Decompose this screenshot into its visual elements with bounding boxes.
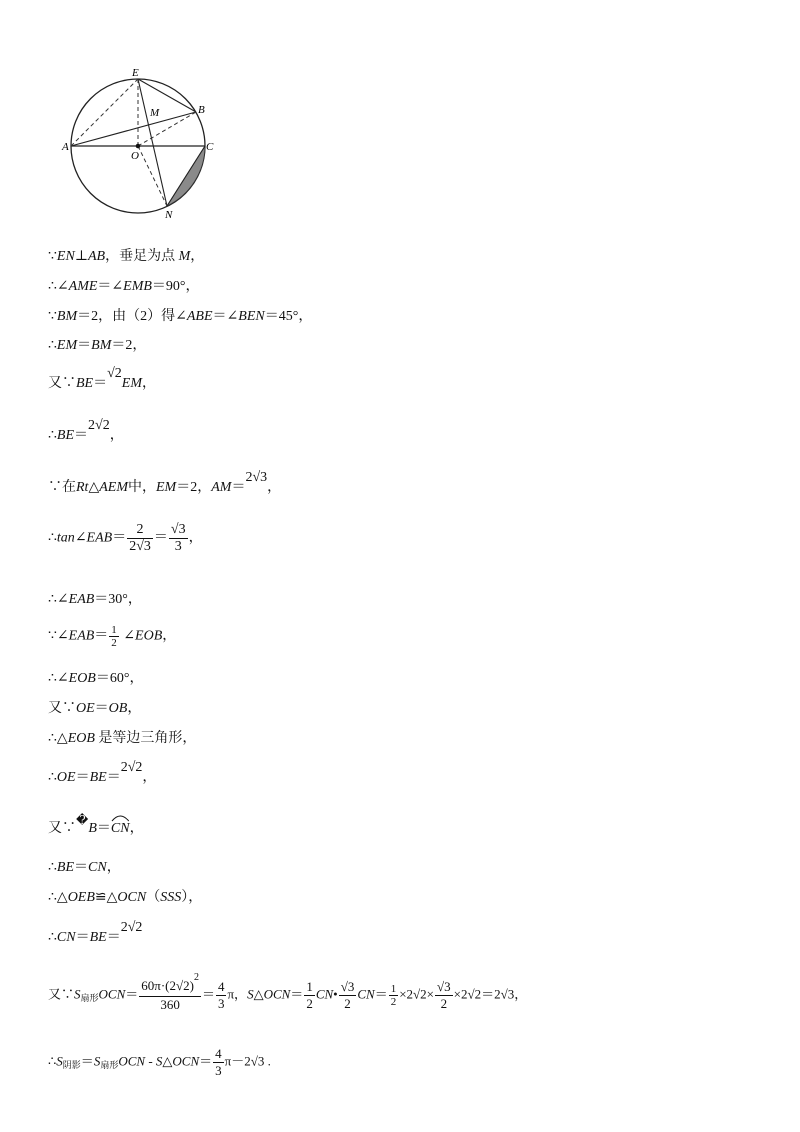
solution-line-9 — [48, 592, 142, 608]
text: π， — [227, 986, 248, 1002]
exponent: 2 — [193, 972, 199, 983]
math-var: S — [155, 1053, 163, 1069]
denominator: 2 — [344, 996, 351, 1011]
text: ＝30°， — [94, 592, 142, 607]
text: ＝90°， — [151, 279, 200, 294]
math-var: OB — [108, 701, 128, 716]
solution-line-17 — [48, 890, 202, 906]
solution-line-18 — [48, 920, 143, 946]
math-var: EMB — [123, 279, 152, 294]
text: ＝ — [74, 860, 89, 875]
text: ＝ — [125, 986, 139, 1002]
text: ＝2， — [111, 338, 147, 353]
text: ×2√2＝ — [453, 986, 495, 1002]
math-var: EOB — [135, 628, 163, 644]
text: ＝ — [94, 701, 109, 716]
fraction — [435, 979, 453, 1012]
text: ＝ — [290, 986, 304, 1002]
numerator: 2 — [127, 522, 153, 539]
text: ＝ — [93, 376, 108, 391]
because-symbol: ∵ — [48, 249, 57, 264]
text: ， — [514, 986, 528, 1002]
arc-cn — [111, 821, 130, 837]
text: ＝∠ — [212, 309, 239, 324]
numerator — [139, 972, 201, 997]
math-func: tan — [56, 530, 75, 546]
chord-ab — [71, 112, 196, 146]
solution-line-13 — [48, 731, 196, 747]
numerator: √3 — [340, 979, 355, 994]
label-m: M — [150, 107, 160, 119]
math-var: S — [247, 986, 254, 1002]
text: ＝ — [374, 986, 388, 1002]
math-var: EAB — [68, 628, 95, 644]
text: （ — [146, 890, 161, 905]
math-var: CN — [88, 860, 107, 875]
text: ∴ — [48, 338, 57, 353]
text: 又∵ — [48, 376, 76, 391]
text: - — [145, 1053, 156, 1069]
text: 中， — [128, 480, 156, 495]
denominator: 3 — [217, 996, 225, 1011]
math-var: EAB — [86, 530, 113, 546]
text: ， — [127, 701, 142, 716]
math-var: OCN — [118, 1053, 146, 1069]
denominator: 2 — [111, 637, 117, 649]
text: ＝ — [199, 1053, 213, 1069]
denominator: 3 — [174, 539, 182, 554]
subscript: 扇形 — [100, 1060, 119, 1071]
text: ∴ — [48, 770, 57, 785]
fraction — [339, 979, 357, 1012]
text: ∴∠ — [48, 592, 69, 607]
text: ， — [190, 249, 205, 264]
text: ＝2，由（2）得∠ — [77, 309, 187, 324]
math-var: AB — [87, 249, 106, 264]
math-var: SSS — [160, 890, 182, 905]
solution-line-5 — [48, 366, 157, 392]
math-var: S — [56, 1053, 63, 1069]
math-var: EM — [121, 376, 143, 391]
text: ＝ — [74, 428, 89, 443]
math-var: CN — [110, 821, 130, 836]
text: ， — [162, 628, 177, 644]
solution-line-7 — [48, 470, 282, 496]
sqrt-expression: 2√2 — [88, 418, 110, 433]
text: ＝ — [201, 986, 215, 1002]
math-var: BE — [89, 770, 107, 785]
solution-line-3 — [48, 309, 312, 325]
solution-line-8 — [48, 522, 203, 555]
math-var: OCN — [263, 986, 291, 1002]
text: ＝45°， — [264, 309, 313, 324]
math-var: M — [175, 249, 191, 264]
math-var: OE — [76, 701, 95, 716]
fraction — [213, 1046, 224, 1079]
text: ∴ — [48, 1053, 57, 1069]
math-var: OCN — [117, 890, 147, 905]
math-var: Rt — [76, 480, 89, 495]
numerator-text: 60π·(2√2) — [141, 978, 194, 993]
sqrt-expression: 2√3 — [245, 470, 268, 485]
congruent-symbol: ≌△ — [94, 890, 118, 905]
text: 又∵ — [48, 821, 76, 836]
fraction — [304, 979, 315, 1012]
sqrt-expression: 2√3 — [494, 986, 515, 1002]
solution-line-1 — [48, 248, 204, 265]
text: ＝ — [106, 770, 121, 785]
solution-line-2 — [48, 279, 200, 295]
math-var: EN — [56, 249, 75, 264]
text: ∴∠ — [48, 279, 69, 294]
text: ∴ — [48, 428, 57, 443]
math-var: BE — [56, 428, 75, 443]
math-var: BE — [89, 930, 107, 945]
text: ， — [129, 821, 144, 836]
text: ＝ — [94, 628, 109, 644]
text: ∵在 — [48, 480, 76, 495]
text: ＝ — [96, 821, 111, 836]
solution-line-16 — [48, 860, 121, 876]
text: ∵∠ — [48, 628, 69, 644]
math-var: BE — [76, 376, 94, 391]
text: ＝ — [77, 338, 92, 353]
numerator: √3 — [170, 522, 186, 537]
math-var: S — [74, 986, 81, 1002]
text: ， — [142, 770, 157, 785]
text: ＝ — [106, 930, 121, 945]
math-var: CN — [315, 986, 334, 1002]
text: ， — [109, 428, 124, 443]
denominator: 2√3 — [129, 539, 151, 554]
math-var: EOB — [67, 731, 95, 746]
label-n: N — [165, 209, 173, 221]
denominator: 2 — [306, 996, 313, 1011]
denominator: 3 — [215, 1063, 222, 1078]
text: ＝ — [231, 480, 246, 495]
label-a: A — [62, 141, 69, 153]
math-var: EM — [156, 480, 177, 495]
text: ， — [267, 480, 282, 495]
math-var: BM — [56, 309, 78, 324]
math-var: EOB — [68, 671, 96, 686]
label-b: B — [198, 104, 205, 116]
text: ， — [188, 530, 203, 546]
solution-line-10 — [48, 624, 176, 649]
fraction — [389, 983, 399, 1008]
sqrt-expression: 2√2 — [120, 760, 143, 775]
text: ，垂足为点 — [105, 249, 176, 264]
broken-glyph: � — [76, 813, 89, 827]
math-var: CN — [56, 930, 76, 945]
sqrt-expression: 2√2 — [120, 920, 143, 935]
text: ∴△ — [48, 890, 68, 905]
text: ∵ — [48, 309, 57, 324]
text: ∴∠ — [48, 671, 69, 686]
text: ， — [106, 860, 121, 875]
numerator: 4 — [215, 1046, 222, 1061]
solution-line-15 — [48, 813, 144, 837]
numerator: 1 — [111, 624, 117, 636]
math-var: EAB — [68, 592, 95, 607]
bullet-symbol: • — [333, 986, 338, 1002]
denominator: 2 — [440, 996, 448, 1011]
segment-eb — [138, 79, 196, 112]
text: 又∵ — [48, 986, 75, 1002]
math-var: BM — [91, 338, 112, 353]
label-c: C — [206, 141, 214, 153]
text: ＝ — [80, 1053, 94, 1069]
solution-line-11 — [48, 671, 143, 687]
label-e: E — [132, 67, 139, 79]
text: ）， — [181, 890, 203, 905]
geometry-figure — [58, 66, 228, 226]
segment-en — [138, 79, 167, 206]
sqrt-expression: √2 — [107, 366, 122, 381]
solution-line-14 — [48, 760, 157, 786]
solution-line-20 — [48, 1046, 271, 1079]
center-dot — [136, 144, 141, 149]
solution-line-12 — [48, 701, 141, 717]
numerator: 4 — [217, 979, 225, 994]
math-var: OCN — [172, 1053, 200, 1069]
denominator: 360 — [160, 997, 180, 1012]
numerator: 1 — [306, 979, 313, 994]
text: π－2√3 — [224, 1053, 265, 1069]
text: ， — [142, 376, 157, 391]
text: ＝2， — [176, 480, 212, 495]
math-var: ABE — [186, 309, 213, 324]
denominator: 2 — [390, 996, 397, 1008]
arc-icon — [111, 814, 130, 822]
math-var: OE — [56, 770, 76, 785]
dashed-ae — [71, 79, 138, 146]
triangle-symbol: △ — [162, 1053, 173, 1069]
math-var: EM — [56, 338, 78, 353]
text: ∴ — [48, 930, 57, 945]
math-var: AEM — [99, 480, 128, 495]
fraction — [169, 522, 188, 555]
solution-line-4 — [48, 338, 146, 354]
fraction — [109, 624, 119, 649]
fraction — [216, 979, 227, 1012]
math-var: BEN — [238, 309, 265, 324]
triangle-symbol: △ — [88, 480, 100, 495]
fraction — [139, 972, 201, 1013]
text: ＝ — [75, 930, 90, 945]
numerator: 1 — [390, 983, 397, 995]
triangle-symbol: △ — [253, 986, 264, 1002]
math-var: B — [88, 821, 97, 836]
subscript: 扇形 — [80, 993, 99, 1004]
text: ∴△ — [48, 731, 68, 746]
fraction — [127, 522, 153, 555]
text: ＝60°， — [95, 671, 144, 686]
text: ∴ — [48, 860, 57, 875]
text: 是等边三角形， — [94, 731, 197, 746]
text: ＝ — [153, 530, 168, 546]
text: 又∵ — [48, 701, 76, 716]
solution-line-6 — [48, 418, 124, 444]
text: ∠ — [74, 530, 87, 546]
text: . — [264, 1053, 271, 1069]
text: ∠ — [119, 628, 136, 644]
math-var: BE — [56, 860, 75, 875]
text: ∴ — [48, 530, 57, 546]
text: ＝ — [112, 530, 127, 546]
label-o: O — [131, 150, 139, 162]
dashed-on — [138, 146, 167, 206]
math-var: CN — [357, 986, 375, 1002]
math-var: AME — [68, 279, 98, 294]
math-var: AM — [211, 480, 232, 495]
segment-cn — [167, 146, 205, 206]
math-var: S — [93, 1053, 101, 1069]
text: ＝ — [75, 770, 90, 785]
subscript: 阴影 — [62, 1060, 81, 1071]
text: ×2√2× — [399, 986, 435, 1002]
math-var: OCN — [98, 986, 126, 1002]
numerator: √3 — [437, 979, 451, 994]
text: ＝∠ — [97, 279, 124, 294]
perp-symbol: ⊥ — [74, 248, 88, 264]
math-var: OEB — [67, 890, 95, 905]
solution-line-19 — [48, 972, 528, 1013]
